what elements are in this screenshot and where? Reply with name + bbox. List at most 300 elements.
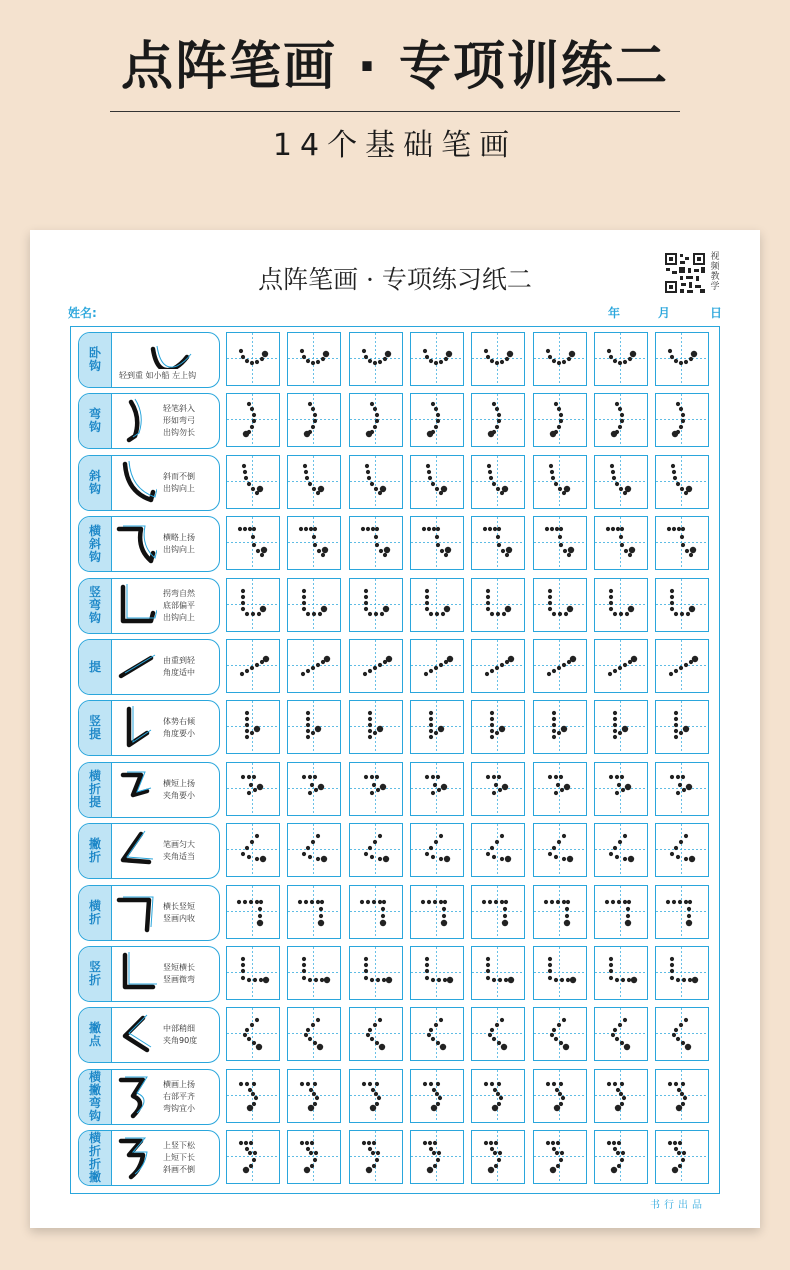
dotted-stroke-guide <box>656 1008 707 1059</box>
stroke-name: 斜 钩 <box>79 456 112 510</box>
practice-cell[interactable] <box>349 639 403 693</box>
stroke-row <box>78 332 718 388</box>
practice-cell[interactable] <box>533 885 587 939</box>
dotted-stroke-guide <box>472 763 523 814</box>
dotted-stroke-guide <box>227 886 278 937</box>
practice-cell[interactable] <box>655 823 709 877</box>
stroke-tip: 斜而不倒 出钩向上 <box>163 471 195 493</box>
dotted-stroke-guide <box>288 947 339 998</box>
practice-cell[interactable] <box>226 823 280 877</box>
practice-cell[interactable] <box>594 885 648 939</box>
dotted-stroke-guide <box>656 763 707 814</box>
stroke-sample-icon <box>113 396 157 446</box>
practice-cell[interactable] <box>226 885 280 939</box>
practice-cell[interactable] <box>410 516 464 570</box>
practice-cell[interactable] <box>287 516 341 570</box>
stroke-label-box <box>78 639 220 695</box>
dotted-stroke-guide <box>534 333 585 384</box>
dotted-stroke-guide <box>472 886 523 937</box>
practice-cell[interactable] <box>594 455 648 509</box>
dotted-stroke-guide <box>288 1070 339 1121</box>
stroke-sample-icon <box>113 458 157 508</box>
dotted-stroke-guide <box>534 947 585 998</box>
dotted-stroke-guide <box>227 947 278 998</box>
dotted-stroke-guide <box>411 579 462 630</box>
stroke-name: 横 折 提 <box>79 763 112 817</box>
practice-cell[interactable] <box>226 1007 280 1061</box>
practice-cell[interactable] <box>533 1130 587 1184</box>
dotted-stroke-guide <box>595 517 646 568</box>
practice-cell[interactable] <box>655 516 709 570</box>
dotted-stroke-guide <box>288 1131 339 1182</box>
stroke-tip: 横长竖短 竖画内收 <box>163 901 195 923</box>
dotted-stroke-guide <box>227 640 278 691</box>
practice-cell[interactable] <box>349 455 403 509</box>
practice-cell[interactable] <box>349 516 403 570</box>
sheet-title: 点阵笔画 · 专项练习纸二 <box>258 265 532 294</box>
stroke-tip: 横略上扬 出钩向上 <box>163 533 195 555</box>
dotted-stroke-guide <box>350 579 401 630</box>
practice-cell[interactable] <box>471 946 525 1000</box>
practice-cell[interactable] <box>226 332 280 386</box>
practice-cell[interactable] <box>594 946 648 1000</box>
dotted-stroke-guide <box>350 763 401 814</box>
stroke-sample-icon <box>113 949 157 999</box>
practice-cell[interactable] <box>226 700 280 754</box>
practice-cell[interactable] <box>226 516 280 570</box>
dotted-stroke-guide <box>411 1070 462 1121</box>
practice-cell[interactable] <box>533 455 587 509</box>
practice-cell[interactable] <box>655 946 709 1000</box>
practice-cell[interactable] <box>410 1130 464 1184</box>
stroke-sample-icon <box>113 519 157 569</box>
practice-cell[interactable] <box>349 762 403 816</box>
dotted-stroke-guide <box>534 456 585 507</box>
practice-cell[interactable] <box>349 823 403 877</box>
practice-cell[interactable] <box>471 393 525 447</box>
practice-cell[interactable] <box>410 762 464 816</box>
dotted-stroke-guide <box>656 579 707 630</box>
practice-cell[interactable] <box>287 946 341 1000</box>
dotted-stroke-guide <box>472 824 523 875</box>
practice-cell[interactable] <box>533 700 587 754</box>
practice-cell[interactable] <box>349 332 403 386</box>
stroke-label-box <box>78 332 220 388</box>
dotted-stroke-guide <box>656 517 707 568</box>
dotted-stroke-guide <box>350 394 401 445</box>
dotted-stroke-guide <box>595 333 646 384</box>
practice-cell[interactable] <box>533 332 587 386</box>
dotted-stroke-guide <box>472 456 523 507</box>
stroke-tip: 由重到轻 角度适中 <box>163 656 195 677</box>
dotted-stroke-guide <box>472 701 523 752</box>
dotted-stroke-guide <box>411 640 462 691</box>
practice-cell[interactable] <box>471 516 525 570</box>
stroke-label-box <box>78 393 220 449</box>
dotted-stroke-guide <box>227 1070 278 1121</box>
dotted-stroke-guide <box>534 394 585 445</box>
stroke-sample-icon <box>113 826 157 876</box>
dotted-stroke-guide <box>411 886 462 937</box>
title-divider <box>110 111 680 112</box>
practice-cell[interactable] <box>349 1007 403 1061</box>
dotted-stroke-guide <box>411 947 462 998</box>
dotted-stroke-guide <box>227 701 278 752</box>
practice-cell[interactable] <box>533 1007 587 1061</box>
dotted-stroke-guide <box>288 456 339 507</box>
dotted-stroke-guide <box>595 701 646 752</box>
day-label: 日 <box>710 306 723 320</box>
stroke-tip: 拐弯自然 底部偏平 出钩向上 <box>163 588 195 622</box>
practice-cell[interactable] <box>533 1069 587 1123</box>
practice-cell[interactable] <box>655 1069 709 1123</box>
practice-cell[interactable] <box>287 578 341 632</box>
stroke-row <box>78 393 718 449</box>
practice-cell[interactable] <box>594 516 648 570</box>
practice-cell[interactable] <box>594 332 648 386</box>
practice-cell[interactable] <box>349 393 403 447</box>
practice-cell[interactable] <box>655 885 709 939</box>
practice-cell[interactable] <box>471 455 525 509</box>
practice-cell[interactable] <box>226 1069 280 1123</box>
stroke-row <box>78 762 718 818</box>
dotted-stroke-guide <box>472 579 523 630</box>
practice-cell[interactable] <box>349 578 403 632</box>
dotted-stroke-guide <box>227 763 278 814</box>
practice-cell[interactable] <box>655 639 709 693</box>
dotted-stroke-guide <box>288 579 339 630</box>
dotted-stroke-guide <box>288 517 339 568</box>
stroke-row <box>78 946 718 1002</box>
stroke-row <box>78 639 718 695</box>
practice-cell[interactable] <box>287 639 341 693</box>
dotted-stroke-guide <box>350 456 401 507</box>
dotted-stroke-guide <box>288 1008 339 1059</box>
dotted-stroke-guide <box>534 517 585 568</box>
stroke-tip: 横画上扬 右部平齐 弯钩宜小 <box>163 1079 195 1113</box>
practice-cell[interactable] <box>287 1069 341 1123</box>
dotted-stroke-guide <box>472 640 523 691</box>
practice-cell[interactable] <box>594 762 648 816</box>
practice-cell[interactable] <box>655 578 709 632</box>
dotted-stroke-guide <box>595 763 646 814</box>
stroke-label-box <box>78 1007 220 1063</box>
dotted-stroke-guide <box>288 763 339 814</box>
stroke-name: 横 折 <box>79 886 112 940</box>
dotted-stroke-guide <box>350 1070 401 1121</box>
practice-cell[interactable] <box>287 823 341 877</box>
stroke-tip: 笔画匀大 夹角适当 <box>163 840 195 862</box>
dotted-stroke-guide <box>288 333 339 384</box>
stroke-name: 横 撇 弯 钩 <box>79 1070 112 1124</box>
dotted-stroke-guide <box>288 394 339 445</box>
stroke-row <box>78 516 718 572</box>
dotted-stroke-guide <box>411 824 462 875</box>
practice-cell[interactable] <box>471 332 525 386</box>
dotted-stroke-guide <box>350 1131 401 1182</box>
practice-cell[interactable] <box>410 639 464 693</box>
practice-sheet <box>30 230 760 1228</box>
dotted-stroke-guide <box>472 1008 523 1059</box>
practice-cell[interactable] <box>226 1130 280 1184</box>
practice-cell[interactable] <box>226 639 280 693</box>
dotted-stroke-guide <box>656 640 707 691</box>
dotted-stroke-guide <box>656 1131 707 1182</box>
practice-cell[interactable] <box>594 700 648 754</box>
stroke-sample-icon <box>113 642 157 692</box>
practice-cell[interactable] <box>533 823 587 877</box>
stroke-tip: 中部稍细 夹角90度 <box>163 1024 198 1046</box>
practice-cell[interactable] <box>287 1130 341 1184</box>
practice-cell[interactable] <box>287 885 341 939</box>
practice-cell[interactable] <box>349 1069 403 1123</box>
stroke-sample-icon <box>113 1133 157 1183</box>
dotted-stroke-guide <box>472 1131 523 1182</box>
dotted-stroke-guide <box>656 947 707 998</box>
dotted-stroke-guide <box>595 886 646 937</box>
stroke-row <box>78 700 718 756</box>
practice-cell[interactable] <box>226 946 280 1000</box>
practice-cell[interactable] <box>410 700 464 754</box>
practice-cell[interactable] <box>533 393 587 447</box>
practice-cell[interactable] <box>410 332 464 386</box>
stroke-label-box <box>78 1069 220 1125</box>
practice-cell[interactable] <box>655 393 709 447</box>
stroke-sample-icon <box>113 888 157 938</box>
dotted-stroke-guide <box>595 1008 646 1059</box>
dotted-stroke-guide <box>534 824 585 875</box>
stroke-row <box>78 1007 718 1063</box>
practice-cell[interactable] <box>655 455 709 509</box>
practice-cell[interactable] <box>349 946 403 1000</box>
practice-cell[interactable] <box>410 1069 464 1123</box>
stroke-tip: 体势右倾 角度要小 <box>163 717 195 739</box>
stroke-name: 横 折 折 撇 <box>79 1131 112 1185</box>
practice-cell[interactable] <box>471 639 525 693</box>
dotted-stroke-guide <box>656 456 707 507</box>
dotted-stroke-guide <box>656 886 707 937</box>
stroke-label-box <box>78 762 220 818</box>
dotted-stroke-guide <box>595 1131 646 1182</box>
dotted-stroke-guide <box>350 333 401 384</box>
dotted-stroke-guide <box>350 517 401 568</box>
dotted-stroke-guide <box>288 640 339 691</box>
stroke-sample-icon <box>113 765 157 815</box>
stroke-name: 横 斜 钩 <box>79 517 112 571</box>
dotted-stroke-guide <box>288 824 339 875</box>
stroke-label-box <box>78 455 220 511</box>
dotted-stroke-guide <box>411 763 462 814</box>
practice-cell[interactable] <box>410 578 464 632</box>
dotted-stroke-guide <box>350 1008 401 1059</box>
practice-cell[interactable] <box>471 885 525 939</box>
stroke-sample-icon <box>113 703 157 753</box>
practice-cell[interactable] <box>655 700 709 754</box>
month-label: 月 <box>658 306 671 320</box>
practice-cell[interactable] <box>594 1069 648 1123</box>
year-label: 年 <box>608 306 621 320</box>
stroke-name: 撇 点 <box>79 1008 112 1062</box>
stroke-tip: 竖短横长 竖画微弯 <box>163 963 195 984</box>
practice-cell[interactable] <box>533 639 587 693</box>
practice-cell[interactable] <box>226 455 280 509</box>
dotted-stroke-guide <box>472 333 523 384</box>
practice-cell[interactable] <box>287 393 341 447</box>
dotted-stroke-guide <box>595 394 646 445</box>
dotted-stroke-guide <box>534 579 585 630</box>
dotted-stroke-guide <box>411 1008 462 1059</box>
practice-cell[interactable] <box>287 332 341 386</box>
stroke-label-box <box>78 700 220 756</box>
stroke-row <box>78 1130 718 1186</box>
dotted-stroke-guide <box>227 517 278 568</box>
practice-cell[interactable] <box>287 455 341 509</box>
practice-cell[interactable] <box>533 762 587 816</box>
dotted-stroke-guide <box>350 640 401 691</box>
name-label: 姓名: <box>68 306 97 320</box>
stroke-name: 弯 钩 <box>79 394 112 448</box>
dotted-stroke-guide <box>350 701 401 752</box>
qr-code-icon[interactable] <box>664 252 706 294</box>
practice-cell[interactable] <box>349 700 403 754</box>
dotted-stroke-guide <box>350 824 401 875</box>
dotted-stroke-guide <box>656 394 707 445</box>
stroke-tip: 轻笔斜入 形如弯弓 出钩勿长 <box>163 404 195 438</box>
practice-cell[interactable] <box>471 1069 525 1123</box>
dotted-stroke-guide <box>595 1070 646 1121</box>
stroke-row <box>78 885 718 941</box>
practice-cell[interactable] <box>471 1007 525 1061</box>
practice-cell[interactable] <box>655 762 709 816</box>
stroke-sample-icon <box>113 1010 157 1060</box>
page-title: 点阵笔画 · 专项训练二 <box>121 37 669 97</box>
dotted-stroke-guide <box>472 517 523 568</box>
dotted-stroke-guide <box>534 1131 585 1182</box>
practice-cell[interactable] <box>287 700 341 754</box>
practice-cell[interactable] <box>471 578 525 632</box>
dotted-stroke-guide <box>227 456 278 507</box>
dotted-stroke-guide <box>534 763 585 814</box>
stroke-tip: 轻到重 如小船 左上钩 <box>119 371 197 380</box>
qr-caption: 视频教学 <box>710 252 720 292</box>
practice-cell[interactable] <box>655 1007 709 1061</box>
stroke-label-box <box>78 516 220 572</box>
dotted-stroke-guide <box>288 701 339 752</box>
practice-cell[interactable] <box>594 578 648 632</box>
dotted-stroke-guide <box>411 517 462 568</box>
stroke-tip: 上竖下松 上短下长 斜画不倒 <box>163 1141 195 1175</box>
practice-cell[interactable] <box>410 455 464 509</box>
practice-cell[interactable] <box>226 762 280 816</box>
stroke-row <box>78 455 718 511</box>
practice-cell[interactable] <box>410 823 464 877</box>
practice-cell[interactable] <box>471 762 525 816</box>
dotted-stroke-guide <box>227 579 278 630</box>
practice-cell[interactable] <box>533 578 587 632</box>
dotted-stroke-guide <box>595 456 646 507</box>
practice-cell[interactable] <box>655 332 709 386</box>
practice-cell[interactable] <box>594 823 648 877</box>
practice-cell[interactable] <box>410 1007 464 1061</box>
dotted-stroke-guide <box>656 333 707 384</box>
dotted-stroke-guide <box>227 1131 278 1182</box>
practice-cell[interactable] <box>471 1130 525 1184</box>
dotted-stroke-guide <box>411 456 462 507</box>
dotted-stroke-guide <box>411 333 462 384</box>
dotted-stroke-guide <box>595 640 646 691</box>
practice-cell[interactable] <box>471 700 525 754</box>
stroke-row <box>78 578 718 634</box>
practice-cell[interactable] <box>287 762 341 816</box>
stroke-name: 竖 折 <box>79 947 112 1001</box>
dotted-stroke-guide <box>595 579 646 630</box>
practice-cell[interactable] <box>471 823 525 877</box>
dotted-stroke-guide <box>411 1131 462 1182</box>
stroke-label-box <box>78 578 220 634</box>
dotted-stroke-guide <box>350 886 401 937</box>
dotted-stroke-guide <box>472 947 523 998</box>
practice-cell[interactable] <box>655 1130 709 1184</box>
practice-cell[interactable] <box>594 1007 648 1061</box>
practice-cell[interactable] <box>410 393 464 447</box>
practice-cell[interactable] <box>594 639 648 693</box>
dotted-stroke-guide <box>595 824 646 875</box>
stroke-name: 撇 折 <box>79 824 112 878</box>
page-subtitle: 14个基础笔画 <box>272 128 518 163</box>
practice-cell[interactable] <box>226 393 280 447</box>
dotted-stroke-guide <box>472 394 523 445</box>
stroke-name: 竖 提 <box>79 701 112 755</box>
practice-cell[interactable] <box>533 946 587 1000</box>
dotted-stroke-guide <box>472 1070 523 1121</box>
dotted-stroke-guide <box>534 701 585 752</box>
stroke-name: 提 <box>79 640 112 694</box>
dotted-stroke-guide <box>534 1070 585 1121</box>
stroke-name: 竖 弯 钩 <box>79 579 112 633</box>
practice-cell[interactable] <box>594 393 648 447</box>
practice-cell[interactable] <box>594 1130 648 1184</box>
dotted-stroke-guide <box>534 886 585 937</box>
practice-cell[interactable] <box>349 885 403 939</box>
dotted-stroke-guide <box>227 333 278 384</box>
practice-cell[interactable] <box>410 946 464 1000</box>
dotted-stroke-guide <box>534 640 585 691</box>
stroke-label-box <box>78 946 220 1002</box>
stroke-row <box>78 823 718 879</box>
dotted-stroke-guide <box>288 886 339 937</box>
practice-cell[interactable] <box>533 516 587 570</box>
practice-cell[interactable] <box>410 885 464 939</box>
dotted-stroke-guide <box>656 824 707 875</box>
dotted-stroke-guide <box>534 1008 585 1059</box>
stroke-sample-icon <box>113 581 157 631</box>
dotted-stroke-guide <box>656 1070 707 1121</box>
dotted-stroke-guide <box>227 1008 278 1059</box>
stroke-label-box <box>78 823 220 879</box>
stroke-label-box <box>78 1130 220 1186</box>
dotted-stroke-guide <box>227 394 278 445</box>
practice-cell[interactable] <box>287 1007 341 1061</box>
stroke-tip: 横短上扬 夹角要小 <box>163 778 195 800</box>
practice-cell[interactable] <box>349 1130 403 1184</box>
dotted-stroke-guide <box>411 394 462 445</box>
brand-label: 书行出品 <box>650 1200 706 1211</box>
dotted-stroke-guide <box>411 701 462 752</box>
practice-cell[interactable] <box>226 578 280 632</box>
dotted-stroke-guide <box>350 947 401 998</box>
dotted-stroke-guide <box>227 824 278 875</box>
stroke-label-box <box>78 885 220 941</box>
